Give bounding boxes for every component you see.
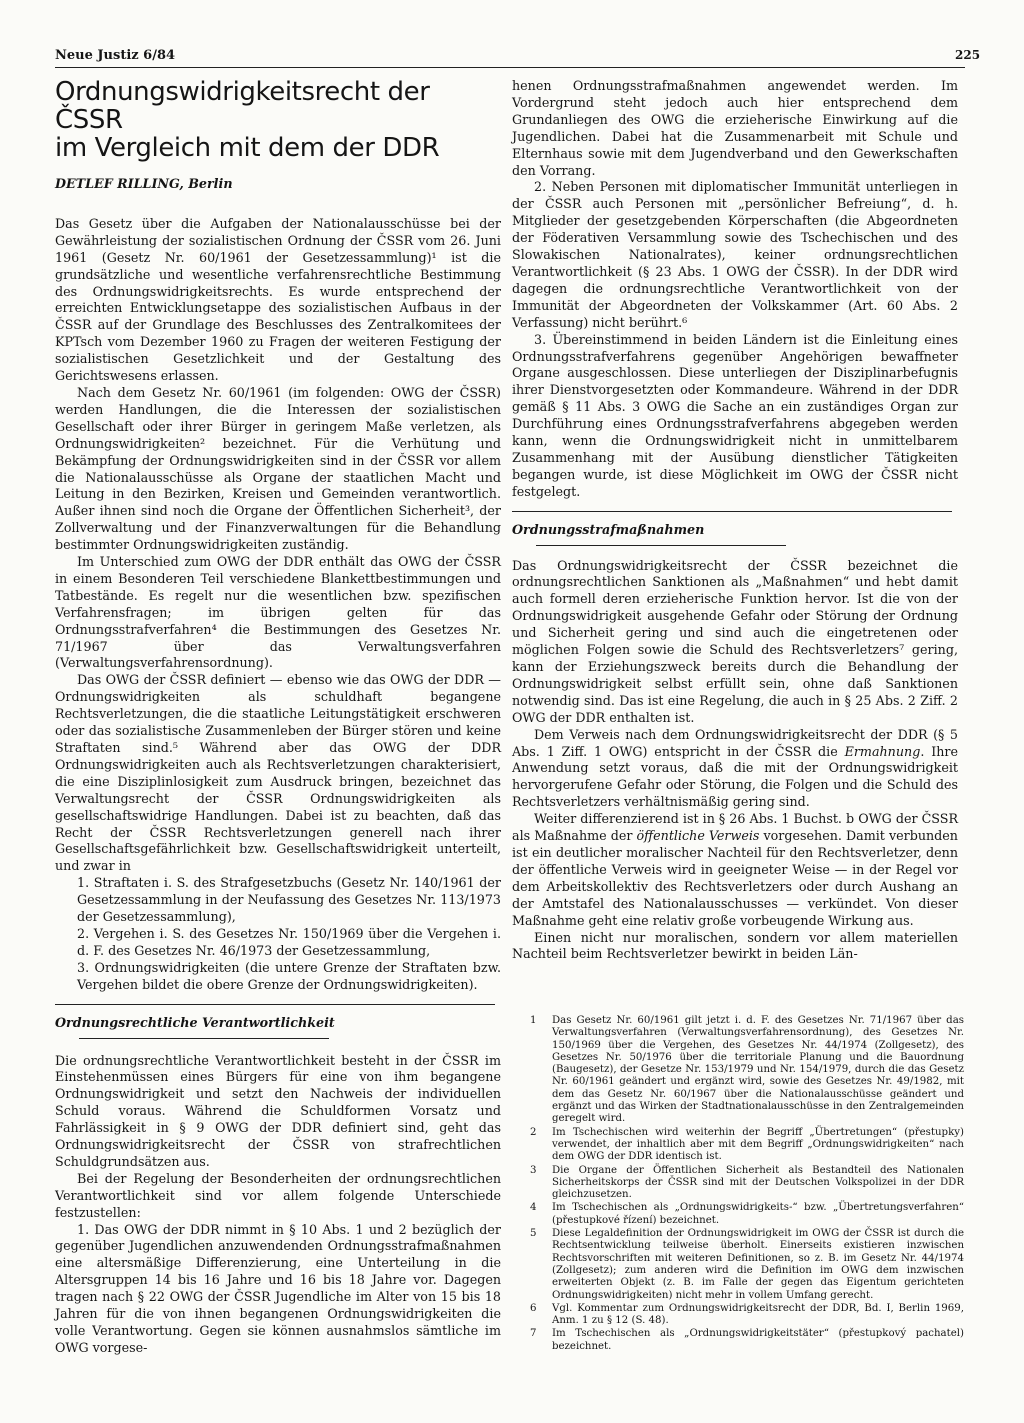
footnote-number: 3 [530, 1164, 537, 1176]
footnote-7 [530, 1328, 964, 1353]
footnote-text: Die Organe der Öffentlichen Sicherheit als Bestandteil des Nationalen Sicherheitskorps der ČSSR sind mit der Deutschen Volkspolizei in der DDR gleichzusetzen. [552, 1164, 964, 1201]
paragraph: Das Ordnungswidrigkeitsrecht der ČSSR bezeichnet die ordnungsrechtlichen Sanktionen als „Maßnahmen“ und hebt damit auch formell deren erzieherische Funktion hervor. Ist die von der Ordnungswidrigkeit ausgehende Gefahr oder Störung der Ordnung und Sicherheit gering und sind auch die eingetretenen oder möglichen Folgen sowie die Schuld des Rechtsverletzers⁷ gering, kann der Erziehungszweck bereits durch die Behandlung der Ordnungswidrigkeit selbst erfüllt sein, ohne daß Sanktionen notwendig sind. Das ist eine Regelung, die auch in § 25 Abs. 2 Ziff. 2 OWG der DDR enthalten ist. [512, 557, 958, 725]
paragraph: henen Ordnungsstrafmaßnahmen angewendet werden. Im Vordergrund steht jedoch auch hier entsprechend dem Grundanliegen des OWG die erzieherische Einwirkung auf die Jugendlichen. Dabei hat die Zusammenarbeit mit Schule und Elternhaus sowie mit dem Jugendverband und den Gewerkschaften den Vorrang. [512, 78, 958, 178]
section-divider [512, 511, 952, 512]
text-run: vorgesehen. Damit verbunden ist ein deutlicher moralischer Nachteil für den Rechtsverletzer, denn der öffentliche Verweis wird in geeigneter Weise — in der Regel vor dem Arbeitskollektiv des Rechtsverletzers oder durch Aushang an der Amtstafel des Nationalausschusses — verkündet. Von dieser Maßnahme geht eine relativ große vorbeugende Wirkung aus. [512, 828, 958, 928]
paragraph: Das Gesetz über die Aufgaben der Nationalausschüsse bei der Gewährleistung der sozialistischen Ordnung der ČSSR vom 26. Juni 1961 (Gesetz Nr. 60/1961 der Gesetzessammlung)¹ ist die grundsätzliche und wesentliche verfahrensrechtliche Bestimmung des Ordnungswidrigkeitsrechts. Es wurde entsprechend der erreichten Entwicklungsetappe des sozialistischen Aufbaus in der ČSSR auf der Grundlage des Beschlusses des Zentralkomitees der KPTsch vom Dezember 1960 zu Fragen der weiteren Festigung der sozialistischen Gesetzlichkeit und der Gestaltung des Gerichtswesens erlassen. [55, 215, 501, 384]
paragraph: 1. Das OWG der DDR nimmt in § 10 Abs. 1 und 2 bezüglich der gegenüber Jugendlichen anzuwendenden Ordnungsstrafmaßnahmen eine altersmäßige Differenzierung, eine Unterteilung in die Altersgruppen 14 bis 16 Jahre und 16 bis 18 Jahre vor. Dagegen tragen nach § 22 OWG der ČSSR Jugendliche im Alter von 15 bis 18 Jahren für die von ihnen begangenen Ordnungswidrigkeiten die volle Verantwortung. Gegen sie können ausnahmslos sämtliche im OWG vorgese- [55, 1221, 501, 1355]
footnote-6 [530, 1303, 964, 1328]
list-item: 3. Ordnungswidrigkeiten (die untere Grenze der Straftaten bzw. Vergehen bildet die obere Grenze der Ordnungswidrigkeiten). [77, 959, 501, 992]
footnote-number: 7 [530, 1328, 537, 1340]
right-body-text-2 [512, 558, 958, 964]
footnote-number: 6 [530, 1302, 537, 1314]
footnote-text: Diese Legaldefinition der Ordnungswidrigkeit im OWG der ČSSR ist durch die Rechtsentwicklung teilweise überholt. Einerseits existieren inzwischen Rechtsvorschriften mit weiteren Definitionen, so z. B. im Gesetz Nr. 44/1974 (Zollgesetz); zum anderen wird die Definition im OWG dem inzwischen erweiterten Objekt (z. B. im Falle der gegen das Eigentum gerichteten Ordnungswidrigkeiten) nicht mehr in vollem Umfang gerecht. [552, 1228, 964, 1301]
footnote-number: 2 [530, 1126, 537, 1138]
list-item: 1. Straftaten i. S. des Strafgesetzbuchs (Gesetz Nr. 140/1961 der Gesetzessammlung in der Neufassung des Gesetzes Nr. 113/1973 der Gesetzessammlung), [77, 875, 501, 925]
list-item: 2. Vergehen i. S. des Gesetzes Nr. 150/1969 über die Vergehen i. d. F. des Gesetzes Nr. 46/1973 der Gesetzessammlung, [77, 925, 501, 958]
right-column [512, 78, 958, 963]
text-run: Weiter differenzierend ist in § 26 Abs. 1 Buchst. b OWG der ČSSR als Maßnahme der [512, 811, 958, 844]
footnote-5 [530, 1228, 964, 1302]
paragraph: Die ordnungsrechtliche Verantwortlichkeit besteht in der ČSSR im Einstehenmüssen eines Bürgers für eine von ihm begangene Ordnungswidrigkeit und setzt den Nachweis der individuellen Schuld voraus. Während die Schuldformen Vorsatz und Fahrlässigkeit in § 9 OWG der DDR definiert sind, geht das Ordnungswidrigkeitsrecht der ČSSR von strafrechtlichen Schuldgrundsätzen aus. [55, 1052, 501, 1169]
paragraph: Bei der Regelung der Besonderheiten der ordnungsrechtlichen Verantwortlichkeit sind vor allem folgende Unterschiede festzustellen: [55, 1170, 501, 1220]
paragraph: Einen nicht nur moralischen, sondern vor allem materiellen Nachteil beim Rechtsverletzer bewirkt in beiden Län- [512, 929, 958, 962]
text-run: Dem Verweis nach dem Ordnungswidrigkeitsrecht der DDR (§ 5 Abs. 1 Ziff. 1 OWG) entspricht in der ČSSR die [512, 726, 958, 759]
header-divider [55, 67, 965, 68]
article-title-line-2: im Vergleich mit dem der DDR [55, 133, 440, 163]
footnote-text: Im Tschechischen wird weiterhin der Begriff „Übertretungen“ (přestupky) verwendet, der inhaltlich aber mit dem Begriff „Ordnungswidrigkeiten“ nach dem OWG der DDR identisch ist. [552, 1126, 964, 1163]
footnote-2 [530, 1127, 964, 1164]
paragraph: 3. Übereinstimmend in beiden Ländern ist die Einleitung eines Ordnungsstrafverfahrens gegenüber Angehörigen bewaffneter Organe ausgeschlossen. Diese unterliegen der Disziplinarbefugnis ihrer Dienstvorgesetzten oder Kommandeure. Während in der DDR gemäß § 11 Abs. 3 OWG die Sache an ein zuständiges Organ zur Durchführung eines Ordnungsstrafverfahrens abgegeben werden kann, wenn die Ordnungswidrigkeit nicht in unmittelbarem Zusammenhang mit der Ausübung dienstlicher Tätigkeiten begangen wurde, ist diese Möglichkeit im OWG der ČSSR nicht festgelegt. [512, 331, 958, 499]
article-author: DETLEF RILLING, Berlin [55, 176, 233, 191]
footnote-3 [530, 1165, 964, 1202]
article-title-line-1: Ordnungswidrigkeitsrecht der ČSSR [55, 77, 430, 135]
footnote-1 [530, 1015, 964, 1126]
left-body-text-2 [55, 1053, 501, 1357]
paragraph: 2. Neben Personen mit diplomatischer Immunität unterliegen in der ČSSR auch Personen mit „persönlicher Befreiung“, d. h. Mitglieder der gesetzgebenden Körperschaften (die Abgeordneten der Föderativen Versammlung sowie des Tschechischen und des Slowakischen Nationalrates), keiner ordnungsrechtlichen Verantwortlichkeit (§ 23 Abs. 1 OWG der ČSSR). In der DDR wird dagegen die ordnungsrechtliche Verantwortlichkeit von der Immunität der Abgeordneten der Volkskammer (Art. 60 Abs. 2 Verfassung) nicht berührt.⁶ [512, 179, 958, 330]
section-heading-ordnungsstrafmassnahmen: Ordnungsstrafmaßnahmen [512, 521, 705, 537]
footnote-number: 1 [530, 1015, 537, 1026]
emphasis-oeffentlicher-verweis: öffentliche Verweis [636, 828, 760, 844]
footnote-number: 5 [530, 1228, 537, 1240]
heading-underline [79, 1038, 329, 1039]
text-run: . Ihre Anwendung setzt voraus, daß die mit der Ordnungswidrigkeit hervorgerufene Gefahr oder Störung, die Folgen und die Schuld des Rechtsverletzers verhältnismäßig gering sind. [512, 743, 958, 810]
article-title [55, 78, 501, 162]
footnote-number: 4 [530, 1202, 537, 1214]
left-column [55, 78, 501, 1357]
paragraph [512, 811, 958, 929]
paragraph: Nach dem Gesetz Nr. 60/1961 (im folgenden: OWG der ČSSR) werden Handlungen, die die Interessen der sozialistischen Gesellschaft oder ihrer Bürger in geringem Maße verletzen, als Ordnungswidrigkeiten² bezeichnet. Für die Verhütung und Bekämpfung der Ordnungswidrigkeiten sind in der ČSSR vor allem die Nationalausschüsse als Organe der staatlichen Macht und Leitung in den Bezirken, Kreisen und Gemeinden verantwortlich. Außer ihnen sind noch die Organe der Öffentlichen Sicherheit³, der Zollverwaltung und der Finanzverwaltungen für die Behandlung bestimmter Ordnungswidrigkeiten zuständig. [55, 384, 501, 553]
left-body-text [55, 216, 501, 994]
footnote-text: Im Tschechischen als „Ordnungswidrigkeits-“ bzw. „Übertretungsverfahren“ (přestupkové řízení) bezeichnet. [552, 1202, 964, 1226]
footnote-text: Vgl. Kommentar zum Ordnungswidrigkeitsrecht der DDR, Bd. I, Berlin 1969, Anm. 1 zu § 12 (S. 48). [552, 1302, 964, 1327]
section-heading-verantwortlichkeit: Ordnungsrechtliche Verantwortlichkeit [55, 1014, 335, 1030]
paragraph [512, 727, 958, 812]
paragraph: Das OWG der ČSSR definiert — ebenso wie das OWG der DDR — Ordnungswidrigkeiten als schuldhaft begangene Rechtsverletzungen, die die staatliche Leitungstätigkeit erschweren oder das sozialistische Zusammenleben der Bürger stören und keine Straftaten sind.⁵ Während aber das OWG der DDR Ordnungswidrigkeiten auch als Rechtsverletzungen charakterisiert, die eine Disziplinlosigkeit zum Ausdruck bringen, bezeichnet das Verwaltungsrecht der ČSSR Ordnungswidrigkeiten als gesellschaftswidrige Handlungen. Dabei ist zu beachten, daß das Recht der ČSSR Rechtsverletzungen generell nach ihrer Gesellschaftsgefährlichkeit bzw. Gesellschaftswidrigkeit unterteilt, und zwar in [55, 672, 501, 874]
footnote-text: Im Tschechischen als „Ordnungswidrigkeitstäter“ (přestupkový pachatel) bezeichnet. [552, 1328, 964, 1352]
section-divider [55, 1004, 495, 1005]
page-number: 225 [955, 48, 981, 62]
footnotes [530, 1015, 964, 1354]
journal-header: Neue Justiz 6/84 [55, 48, 176, 63]
paragraph: Im Unterschied zum OWG der DDR enthält das OWG der ČSSR in einem Besonderen Teil verschiedene Blankettbestimmungen und Tatbestände. Es regelt nur die wesentlichen bzw. spezifischen Verfahrensfragen; im übrigen gelten für das Ordnungsstrafverfahren⁴ die Bestimmungen des Gesetzes Nr. 71/1967 über das Verwaltungsverfahren (Verwaltungsverfahrensordnung). [55, 554, 501, 671]
footnote-text: Das Gesetz Nr. 60/1961 gilt jetzt i. d. F. des Gesetzes Nr. 71/1967 über das Verwaltungsverfahren (Verwaltungsverfahrensordnung), des Gesetzes Nr. 150/1969 über die Vergehen, des Gesetzes Nr. 44/1974 (Zollgesetz), des Gesetzes Nr. 50/1976 über die territoriale Planung und die Bauordnung (Baugesetz), der Gesetze Nr. 153/1979 und Nr. 154/1979, durch die das Gesetz Nr. 60/1961 geändert und ergänzt wird, sowie des Gesetzes Nr. 49/1982, mit dem das Gesetz Nr. 60/1967 über die Nationalausschüsse geändert und ergänzt und das Wirken der Stadtnationalausschüsse in den Zentralgemeinden geregelt wird. [552, 1015, 964, 1125]
heading-underline [536, 545, 786, 546]
emphasis-ermahnung: Ermahnung [844, 743, 921, 759]
footnote-4 [530, 1202, 964, 1227]
